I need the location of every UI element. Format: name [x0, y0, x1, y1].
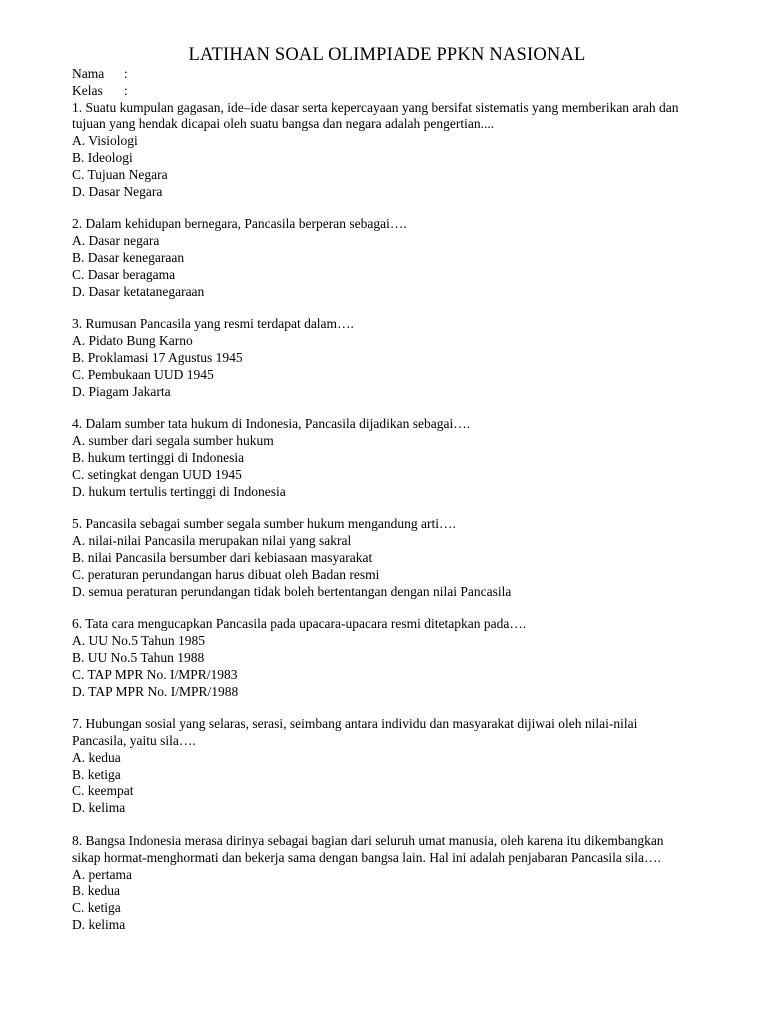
question-text: 6. Tata cara mengucapkan Pancasila pada upacara-upacara resmi ditetapkan pada…. [72, 616, 527, 632]
option-c: C. keempat [72, 783, 134, 799]
option-b: B. kedua [72, 883, 120, 899]
class-separator: : [124, 82, 128, 98]
option-d: D. kelima [72, 917, 126, 933]
question-text: 7. Hubungan sosial yang selaras, serasi, seimbang antara individu dan masyarakat dijiwai oleh nilai-nilai Pancasila, yaitu sila…. [72, 716, 638, 749]
option-b: B. ketiga [72, 766, 121, 782]
option-a: A. UU No.5 Tahun 1985 [72, 633, 206, 649]
option-b: B. nilai Pancasila bersumber dari kebiasaan masyarakat [72, 549, 373, 565]
option-c: C. setingkat dengan UUD 1945 [72, 466, 242, 482]
option-a: A. Pidato Bung Karno [72, 333, 193, 349]
name-separator: : [124, 66, 128, 81]
option-d: D. Dasar ketatanegaraan [72, 283, 205, 299]
option-a: A. kedua [72, 749, 121, 765]
option-b: B. Dasar kenegaraan [72, 249, 185, 265]
question-6 [72, 616, 692, 700]
option-b: B. Ideologi [72, 149, 133, 165]
question-text: 4. Dalam sumber tata hukum di Indonesia, Pancasila dijadikan sebagai…. [72, 416, 471, 432]
option-b: B. UU No.5 Tahun 1988 [72, 649, 205, 665]
option-c: C. Dasar beragama [72, 266, 176, 282]
question-8 [72, 833, 692, 934]
class-field-row [72, 83, 692, 100]
document-title: LATIHAN SOAL OLIMPIADE PPKN NASIONAL [188, 45, 586, 65]
option-d: D. semua peraturan perundangan tidak boleh bertentangan dengan nilai Pancasila [72, 583, 512, 599]
question-3 [72, 316, 692, 400]
option-a: A. Visiologi [72, 133, 138, 149]
question-7 [72, 716, 692, 817]
question-5 [72, 516, 692, 600]
option-c: C. TAP MPR No. I/MPR/1983 [72, 666, 238, 682]
option-c: C. peraturan perundangan harus dibuat oleh Badan resmi [72, 566, 380, 582]
option-b: B. hukum tertinggi di Indonesia [72, 449, 245, 465]
option-d: D. TAP MPR No. I/MPR/1988 [72, 683, 239, 699]
option-a: A. sumber dari segala sumber hukum [72, 433, 274, 449]
question-text: 8. Bangsa Indonesia merasa dirinya sebagai bagian dari seluruh umat manusia, oleh karena itu dikembangkan sikap hormat-menghormati dan bekerja sama dengan bangsa lain. Hal ini adalah penjabaran Pancasila sila…. [72, 833, 664, 865]
question-text: 1. Suatu kumpulan gagasan, ide–ide dasar serta kepercayaan yang bersifat sistematis yang memberikan arah dan tujuan yang hendak dicapai oleh suatu bangsa dan negara adalah pengertian.... [72, 99, 679, 132]
question-1 [72, 100, 692, 201]
option-d: D. hukum tertulis tertinggi di Indonesia [72, 483, 286, 499]
option-d: D. Piagam Jakarta [72, 383, 171, 399]
name-field-row [72, 66, 692, 83]
question-text: 5. Pancasila sebagai sumber segala sumber hukum mengandung arti…. [72, 516, 456, 532]
question-text: 2. Dalam kehidupan bernegara, Pancasila berperan sebagai…. [72, 216, 407, 232]
option-a: A. pertama [72, 866, 132, 882]
option-a: A. nilai-nilai Pancasila merupakan nilai yang sakral [72, 533, 352, 549]
option-b: B. Proklamasi 17 Agustus 1945 [72, 349, 243, 365]
question-4 [72, 416, 692, 500]
option-d: D. Dasar Negara [72, 183, 163, 199]
question-2 [72, 216, 692, 300]
option-d: D. kelima [72, 800, 126, 816]
option-a: A. Dasar negara [72, 233, 160, 249]
question-text: 3. Rumusan Pancasila yang resmi terdapat dalam…. [72, 316, 354, 332]
name-label: Nama [72, 66, 105, 81]
option-c: C. Tujuan Negara [72, 166, 168, 182]
option-c: C. Pembukaan UUD 1945 [72, 366, 214, 382]
document-page [72, 44, 692, 934]
class-label: Kelas [72, 82, 103, 98]
option-c: C. ketiga [72, 900, 121, 916]
